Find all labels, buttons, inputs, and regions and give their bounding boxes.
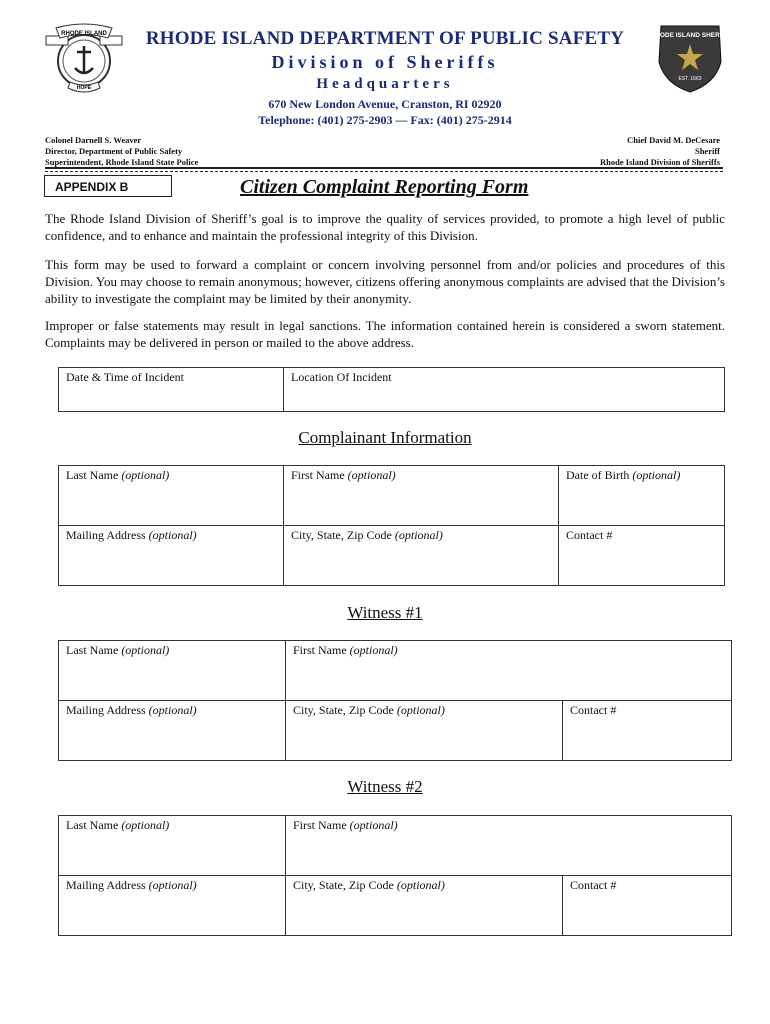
left-official xyxy=(45,135,198,168)
right-official-title2: Rhode Island Division of Sheriffs xyxy=(600,157,720,167)
department-title: RHODE ISLAND DEPARTMENT OF PUBLIC SAFETY xyxy=(145,28,625,49)
complainant-contact-field[interactable] xyxy=(559,526,725,586)
optional-tag: (optional) xyxy=(396,703,445,717)
label: Last Name xyxy=(66,818,119,832)
incident-datetime-field[interactable] xyxy=(59,368,284,412)
optional-tag: (optional) xyxy=(396,878,445,892)
witness2-first-name-field[interactable] xyxy=(286,816,732,876)
witness2-mailing-field[interactable] xyxy=(59,876,286,936)
witness1-first-name-field[interactable] xyxy=(286,641,732,701)
optional-tag: (optional) xyxy=(347,468,396,482)
optional-tag: (optional) xyxy=(349,643,398,657)
optional-tag: (optional) xyxy=(121,818,170,832)
label: City, State, Zip Code xyxy=(291,528,392,542)
badge-est: EST. 1663 xyxy=(678,76,702,82)
form-title: Citizen Complaint Reporting Form xyxy=(240,176,529,198)
optional-tag: (optional) xyxy=(349,818,398,832)
header-rule xyxy=(45,167,723,169)
witness2-section-title: Witness #2 xyxy=(347,777,423,796)
seal-motto: HOPE xyxy=(76,85,92,91)
address: 670 New London Avenue, Cranston, RI 02920 xyxy=(268,97,502,111)
left-official-title1: Director, Department of Public Safety xyxy=(45,146,183,156)
witness2-city-field[interactable] xyxy=(286,876,563,936)
complainant-section-title: Complainant Information xyxy=(298,428,472,447)
optional-tag: (optional) xyxy=(121,468,170,482)
optional-tag: (optional) xyxy=(148,878,197,892)
optional-tag: (optional) xyxy=(148,703,197,717)
complainant-city-field[interactable] xyxy=(284,526,559,586)
complainant-dob-field[interactable] xyxy=(559,466,725,526)
witness2-table xyxy=(58,815,732,936)
witness1-last-name-field[interactable] xyxy=(59,641,286,701)
incident-datetime-label: Date & Time of Incident xyxy=(66,370,184,384)
right-official xyxy=(600,135,720,168)
division-title: Division of Sheriffs xyxy=(271,52,499,72)
witness2-contact-field[interactable] xyxy=(563,876,732,936)
purpose-paragraph: This form may be used to forward a complaint or concern involving personnel from and/or policies and procedures of this Division. You may choose to remain anonymous; however, citizens offering anonymous complaints are advised that the Division’s ability to investigate the complaint may be limited by their anonymity. xyxy=(45,257,725,306)
label: Last Name xyxy=(66,643,119,657)
label: Mailing Address xyxy=(66,703,146,717)
telephone: Telephone: (401) 275-2903 — Fax: (401) 275-2914 xyxy=(258,113,512,127)
label: Mailing Address xyxy=(66,878,146,892)
label: First Name xyxy=(291,468,345,482)
label: City, State, Zip Code xyxy=(293,878,394,892)
witness1-contact-field[interactable] xyxy=(563,701,732,761)
header-rule-dashed xyxy=(45,171,723,172)
witness1-mailing-field[interactable] xyxy=(59,701,286,761)
incident-location-label: Location Of Incident xyxy=(291,370,392,384)
optional-tag: (optional) xyxy=(632,468,681,482)
headquarters-title: Headquarters xyxy=(316,76,454,92)
witness1-table xyxy=(58,640,732,761)
incident-location-field[interactable] xyxy=(284,368,725,412)
label: First Name xyxy=(293,643,347,657)
optional-tag: (optional) xyxy=(148,528,197,542)
label: Contact # xyxy=(570,878,617,892)
witness1-city-field[interactable] xyxy=(286,701,563,761)
intro-paragraph: The Rhode Island Division of Sheriff’s goal is to improve the quality of services provided, to promote a high level of public confidence, and to enhance and maintain the professional integrity of this Division. xyxy=(45,211,725,243)
label: Contact # xyxy=(566,528,613,542)
optional-tag: (optional) xyxy=(121,643,170,657)
left-official-name: Colonel Darnell S. Weaver xyxy=(45,135,142,145)
legal-paragraph: Improper or false statements may result in legal sanctions. The information contained herein is considered a sworn statement. Complaints may be delivered in person or mailed to the above address. xyxy=(45,318,725,350)
complainant-first-name-field[interactable] xyxy=(284,466,559,526)
complainant-table xyxy=(58,465,725,586)
label: First Name xyxy=(293,818,347,832)
badge-text: RHODE ISLAND SHERIFF xyxy=(650,32,730,39)
left-official-title2: Superintendent, Rhode Island State Police xyxy=(45,157,199,167)
label: City, State, Zip Code xyxy=(293,703,397,717)
complainant-last-name-field[interactable] xyxy=(59,466,284,526)
right-official-name: Chief David M. DeCesare xyxy=(627,135,720,145)
right-official-title1: Sheriff xyxy=(694,146,720,156)
optional-tag: (optional) xyxy=(394,528,443,542)
label: Mailing Address xyxy=(66,528,146,542)
appendix-label: APPENDIX B xyxy=(44,175,172,197)
label: Contact # xyxy=(570,703,617,717)
complainant-mailing-field[interactable] xyxy=(59,526,284,586)
label: Date of Birth xyxy=(566,468,630,482)
incident-table xyxy=(58,367,725,412)
seal-text: RHODE ISLAND xyxy=(61,31,107,37)
witness2-last-name-field[interactable] xyxy=(59,816,286,876)
label: Last Name xyxy=(66,468,119,482)
witness1-section-title: Witness #1 xyxy=(347,603,423,622)
